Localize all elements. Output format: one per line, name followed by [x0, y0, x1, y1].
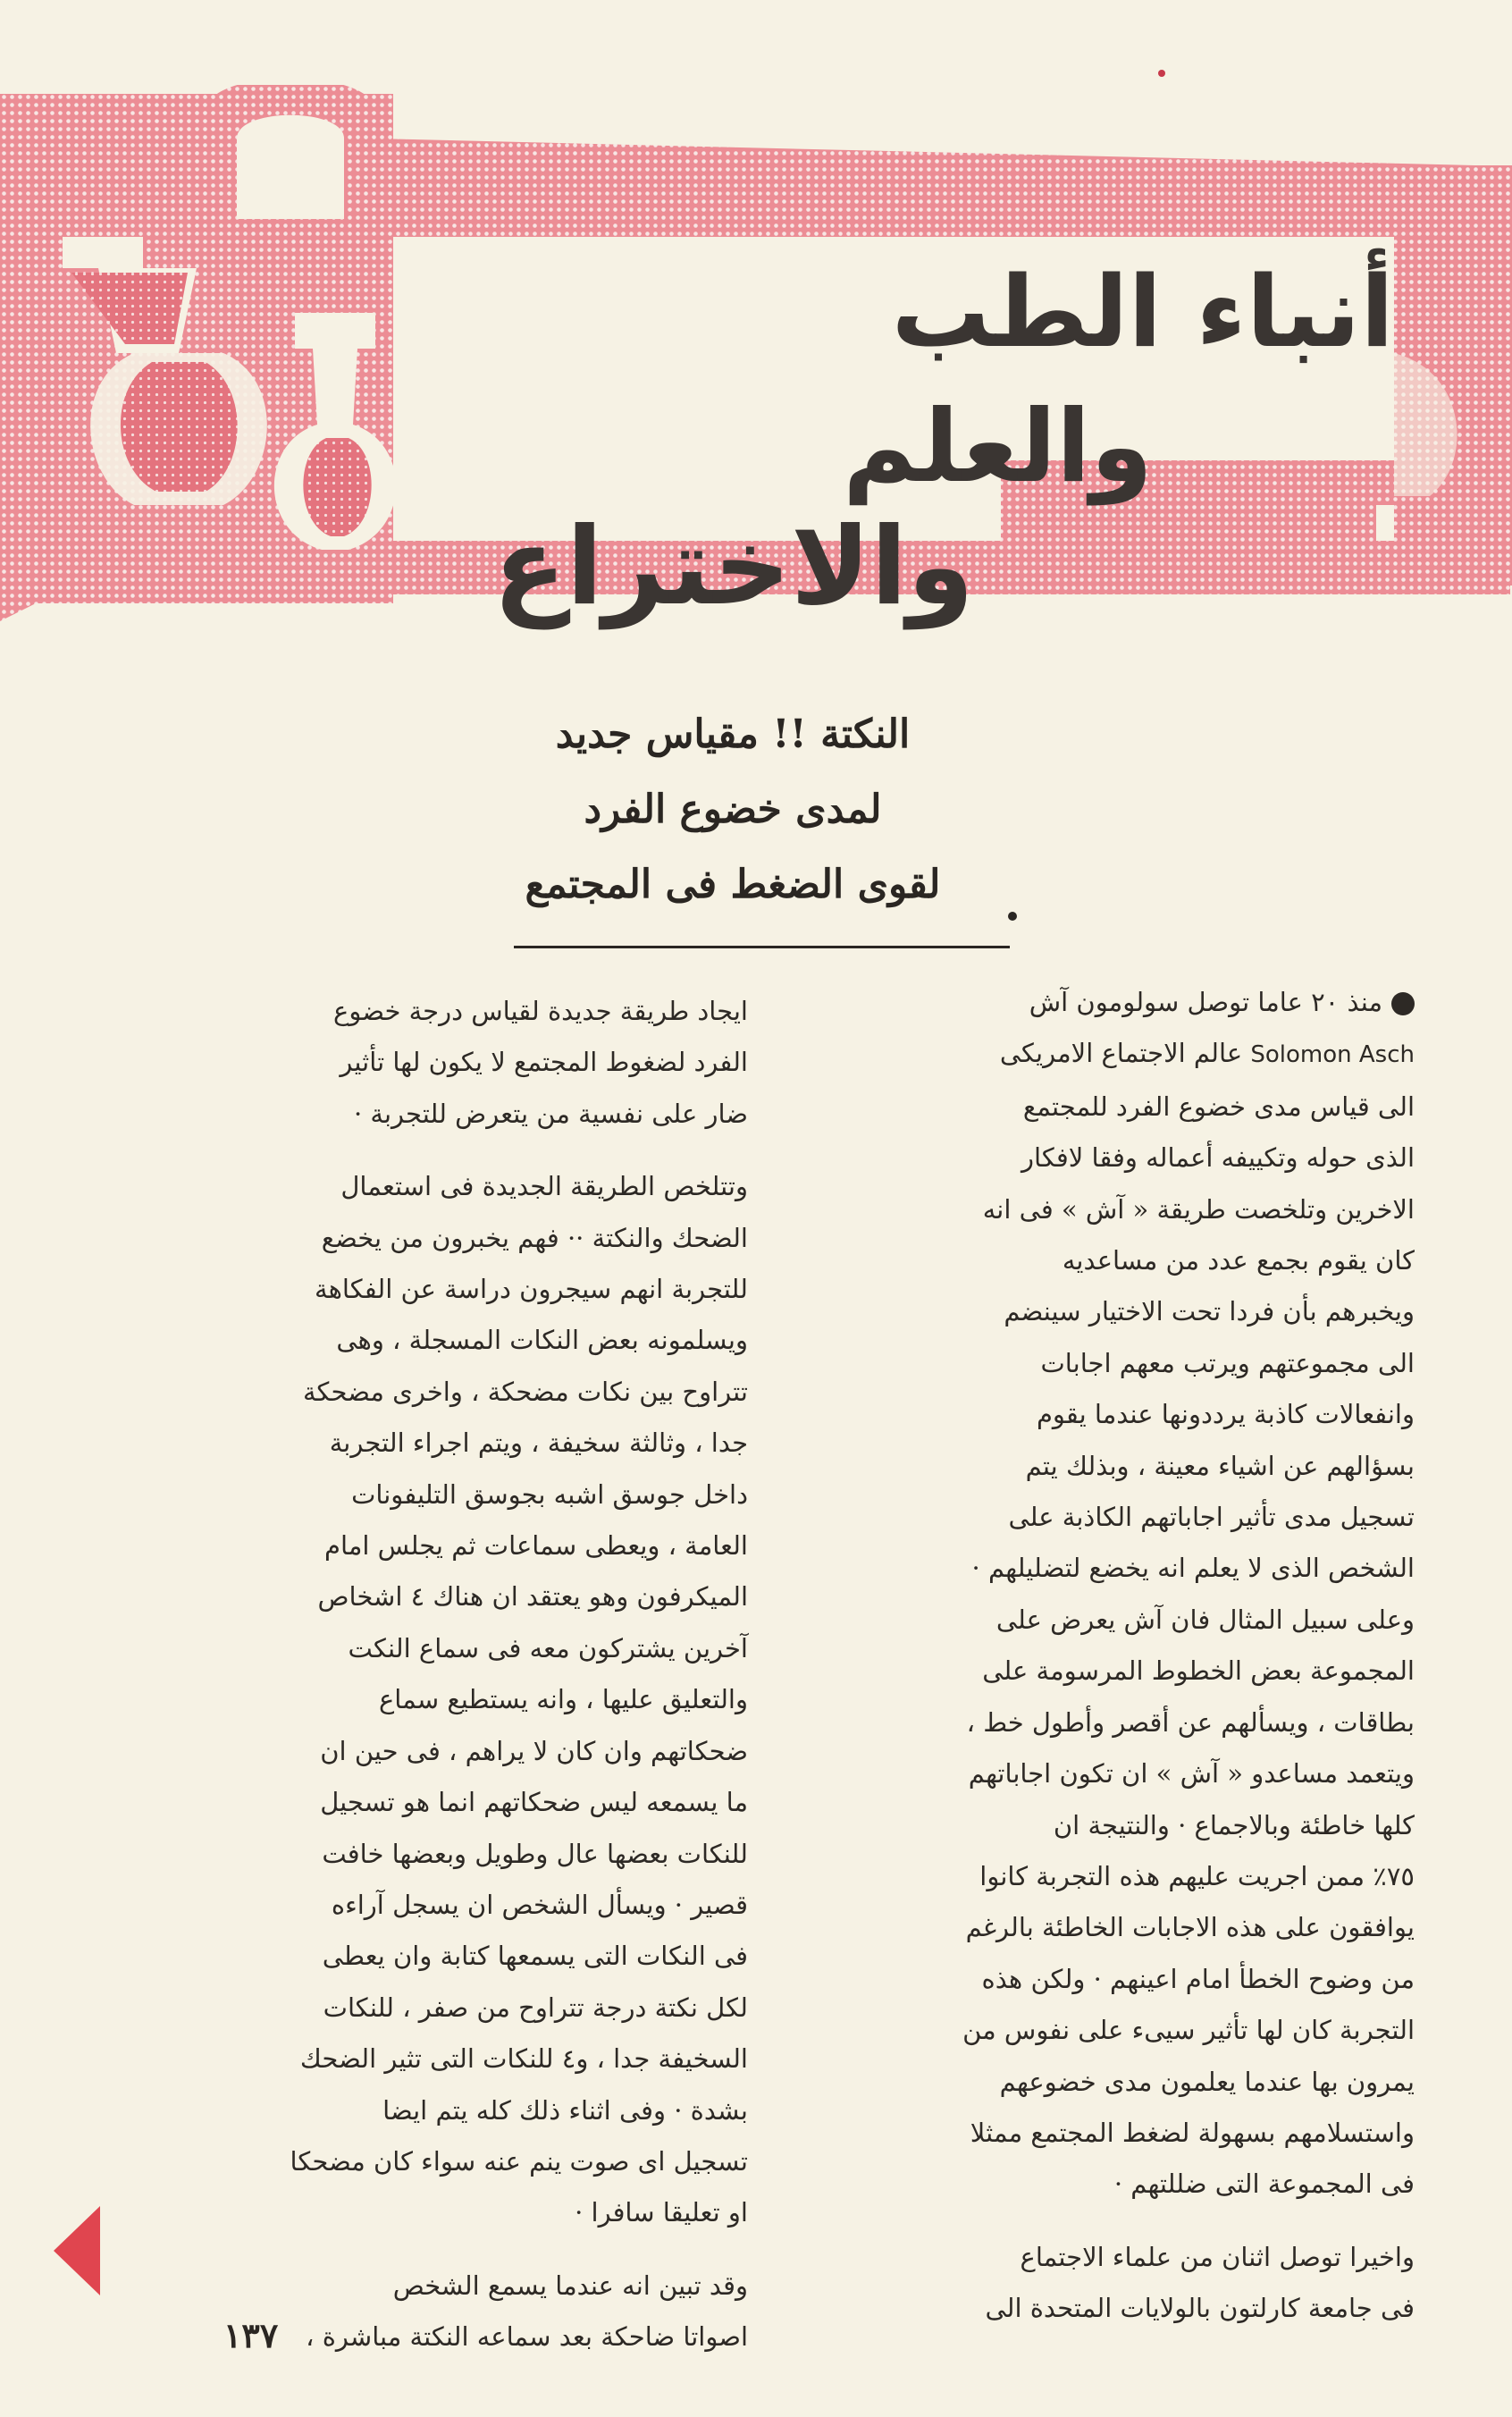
text-line: للتجربة انهم سيجرون دراسة عن الفكاهة	[315, 1274, 748, 1305]
text-line: والتعليق عليها ، وانه يستطيع سماع	[378, 1684, 748, 1715]
text-line: الذى حوله وتكييفه أعماله وفقا لافكار	[1021, 1142, 1415, 1174]
latin-name: Solomon Asch	[1250, 1041, 1415, 1069]
text-line: ضحكاتهم وان كان لا يراهم ، فى حين ان	[320, 1735, 748, 1766]
text-line: وقد تبين انه عندما يسمع الشخص	[392, 2270, 748, 2301]
banner-title-line-2: والعلم	[843, 389, 1153, 505]
paragraph-5	[109, 2261, 748, 2363]
text-line: كان يقوم بجمع عدد من مساعديه	[1062, 1245, 1415, 1276]
text-line: فى جامعة كارلتون بالولايات المتحدة الى	[985, 2293, 1415, 2324]
text-line: وعلى سبيل المثال فان آش يعرض على	[995, 1604, 1415, 1635]
text-line: جدا ، وثالثة سخيفة ، ويتم اجراء التجربة	[329, 1427, 748, 1459]
headline-line-1: النكتة !! مقياس جديد	[555, 712, 911, 757]
text-line: الضحك والنكتة ·· فهم يخبرون من يخضع	[321, 1222, 748, 1253]
headline-underline	[514, 946, 1010, 948]
text-line: ويسلمونه بعض النكات المسجلة ، وهى	[336, 1325, 748, 1356]
section-banner	[0, 85, 1512, 639]
corner-mark	[1158, 70, 1165, 77]
continue-arrow-icon	[54, 2206, 103, 2295]
text-line: او تعليقا سافرا ·	[575, 2197, 748, 2228]
text-line: داخل جوسق اشبه بجوسق التليفونات	[351, 1478, 748, 1510]
text-line: الفرد لضغوط المجتمع لا يكون لها تأثير	[340, 1047, 748, 1078]
bullet-icon	[1391, 992, 1415, 1015]
article-column-left	[109, 986, 748, 2363]
text-line: المجموعة بعض الخطوط المرسومة على	[982, 1655, 1415, 1687]
text-line: الميكرفون وهو يعتقد ان هناك ٤ اشخاص	[317, 1581, 748, 1613]
text-line: للنكات بعضها عال وطويل وبعضها خافت	[322, 1838, 748, 1869]
text-line: بطاقات ، ويسألهم عن أقصر وأطول خط ،	[966, 1706, 1415, 1738]
banner-title-line-1: أنباء الطب	[891, 255, 1394, 369]
text-line: ايجاد طريقة جديدة لقياس درجة خضوع	[333, 996, 748, 1026]
text-line: من وضوح الخطأ امام اعينهم · ولكن هذه	[981, 1963, 1415, 1994]
paragraph-4	[109, 1161, 748, 2239]
text-line: تتراوح بين نكات مضحكة ، واخرى مضحكة	[302, 1376, 748, 1407]
headline-line-2: لمدى خضوع الفرد	[584, 787, 882, 832]
headline-line-3: لقوى الضغط فى المجتمع	[525, 862, 941, 907]
text-line: ضار على نفسية من يتعرض للتجربة ·	[354, 1098, 748, 1129]
text-line: الشخص الذى لا يعلم انه يخضع لتضليلهم ·	[971, 1553, 1415, 1584]
text-line: لكل نكتة درجة تتراوح من صفر ، للنكات	[323, 1992, 748, 2023]
text-line: ٧٥٪ ممن اجريت عليهم هذه التجربة كانوا	[979, 1860, 1415, 1891]
text-line: يوافقون على هذه الاجابات الخاطئة بالرغم	[965, 1912, 1415, 1943]
page-number: ١٣٧	[223, 2315, 279, 2355]
text-line: اصواتا ضاحكة بعد سماعه النكتة مباشرة ،	[306, 2321, 748, 2353]
text-line: ما يسمعه ليس ضحكاتهم انما هو تسجيل	[320, 1787, 748, 1818]
text-line: الى قياس مدى خضوع الفرد للمجتمع	[1022, 1091, 1415, 1122]
text-line: فى النكات التى يسمعها كتابة وان يعطى	[322, 1941, 748, 1972]
text-line: ويتعمد مساعدو « آش » ان تكون اجاباتهم	[968, 1758, 1415, 1790]
text-line: الاخرين وتلخصت طريقة « آش » فى انه	[982, 1193, 1415, 1225]
text-line: كلها خاطئة وبالاجماع · والنتيجة ان	[1053, 1809, 1415, 1840]
banner-title-line-3: والاختراع	[492, 505, 974, 629]
text-line: بشدة · وفى اثناء ذلك كله يتم ايضا	[382, 2094, 748, 2126]
text-line: التجربة كان لها تأثير سيىء على نفوس من	[962, 2015, 1415, 2046]
text-line: فى المجموعة التى ضللتهم ·	[1113, 2169, 1415, 2200]
text-line: وانفعالات كاذبة يرددونها عندما يقوم	[1036, 1399, 1415, 1430]
text-line: يمرون بها عندما يعلمون مدى خضوعهم	[999, 2066, 1415, 2097]
text-line: وتتلخص الطريقة الجديدة فى استعمال	[340, 1171, 748, 1202]
paragraph-3	[109, 986, 748, 1140]
paragraph-2	[794, 2232, 1415, 2335]
paragraph-1	[794, 977, 1415, 2211]
text-line: واستسلامهم بسهولة لضغط المجتمع ممثلا	[970, 2117, 1415, 2148]
text-line: ويخبرهم بأن فردا تحت الاختيار سينضم	[1004, 1296, 1415, 1327]
text-line: تسجيل اى صوت ينم عنه سواء كان مضحكا	[290, 2145, 748, 2177]
text-line: بسؤالهم عن اشياء معينة ، وبذلك يتم	[1025, 1450, 1415, 1481]
text-line: العامة ، ويعطى سماعات ثم يجلس امام	[324, 1530, 748, 1562]
text-line: عالم الاجتماع الامريكى	[999, 1038, 1243, 1069]
text-line: واخيرا توصل اثنان من علماء الاجتماع	[1020, 2241, 1415, 2272]
text-line: آخرين يشتركون معه فى سماع النكت	[348, 1632, 748, 1663]
text-line: قصير · ويسأل الشخص ان يسجل آراءه	[331, 1889, 748, 1920]
text-line: تسجيل مدى تأثير اجاباتهم الكاذبة على	[1008, 1502, 1415, 1533]
article-headline	[483, 697, 983, 922]
text-line: منذ ٢٠ عاما توصل سولومون آش	[1029, 987, 1382, 1017]
article-column-right	[794, 977, 1415, 2335]
headline-dot	[1008, 912, 1017, 921]
text-line: الى مجموعتهم ويرتب معهم اجابات	[1040, 1347, 1415, 1378]
text-line: السخيفة جدا ، و٤ للنكات التى تثير الضحك	[299, 2043, 748, 2075]
